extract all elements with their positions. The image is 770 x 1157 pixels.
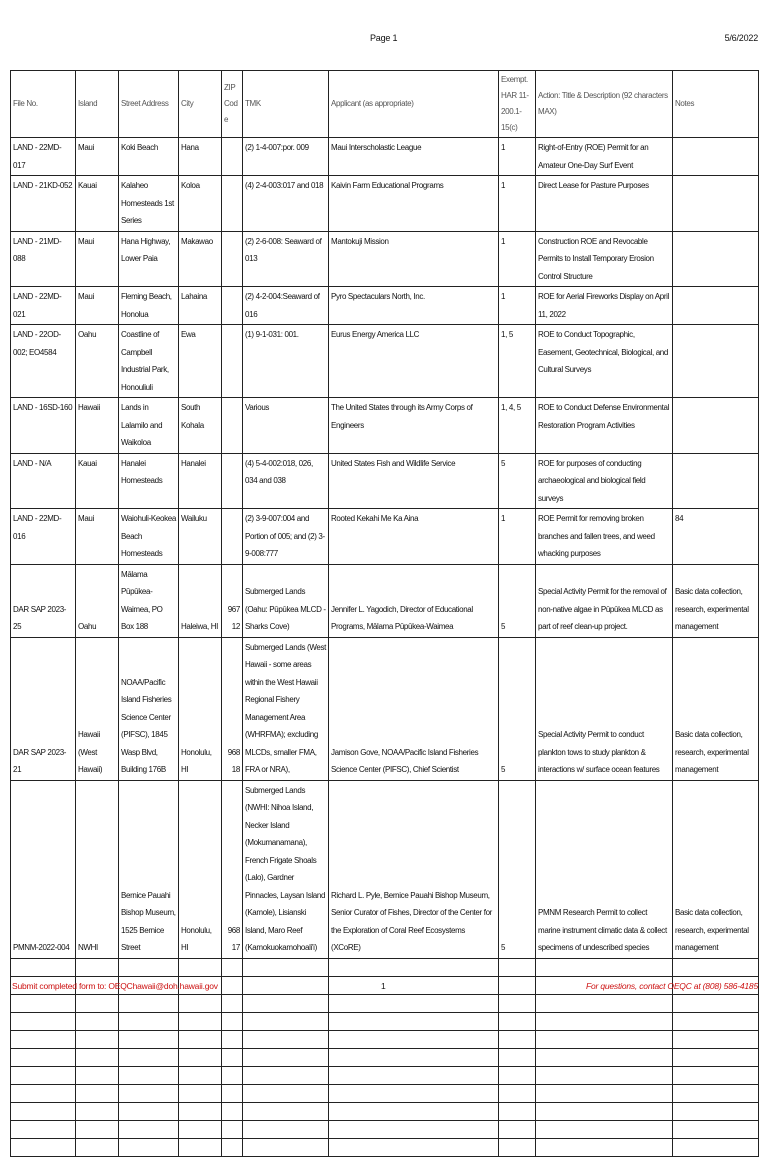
table-header-row — [11, 71, 759, 138]
table-cell: LAND - 22MD-021 — [11, 287, 76, 325]
header-cell: Street Address — [119, 71, 179, 138]
empty-cell — [673, 1120, 759, 1138]
table-cell — [222, 398, 243, 454]
table-cell — [222, 509, 243, 565]
empty-cell — [243, 958, 329, 976]
empty-cell — [243, 1066, 329, 1084]
empty-cell — [499, 1048, 536, 1066]
empty-cell — [119, 1012, 179, 1030]
table-cell: Submerged Lands (NWHI: Nihoa Island, Necker Island (Mokumanamana), French Frigate Shoals (Lalo), Gardner Pinnacles, Laysan Island (Kamole), Lisianski Island, Maro Reef (Kamokuokamohoali'i) — [243, 780, 329, 958]
empty-cell — [222, 976, 243, 994]
table-cell — [222, 176, 243, 232]
table-cell: Hanalei — [179, 453, 222, 509]
table-cell: 1 — [499, 509, 536, 565]
table-cell: LAND - 21MD-088 — [11, 231, 76, 287]
table-cell: Maui — [76, 231, 119, 287]
table-cell — [673, 287, 759, 325]
table-cell: Richard L. Pyle, Bernice Pauahi Bishop Museum, Senior Curator of Fishes, Director of the Center for the Exploration of Coral Reef Ecosystems (XCoRE) — [329, 780, 499, 958]
empty-cell — [673, 1048, 759, 1066]
table-cell: Jennifer L. Yagodich, Director of Educational Programs, Mālama Pūpūkea-Waimea — [329, 564, 499, 637]
empty-cell — [243, 1048, 329, 1066]
empty-cell — [243, 1138, 329, 1156]
empty-cell — [11, 1066, 76, 1084]
empty-cell — [329, 1138, 499, 1156]
empty-cell — [673, 958, 759, 976]
empty-cell — [179, 1138, 222, 1156]
contact-info: For questions, contact OEQC at (808) 586-4185 — [586, 981, 758, 991]
table-row — [11, 780, 759, 958]
empty-cell — [673, 1012, 759, 1030]
empty-row — [11, 1030, 759, 1048]
header-cell: Exempt. HAR 11-200.1-15(c) — [499, 71, 536, 138]
table-cell: DAR SAP 2023-21 — [11, 637, 76, 780]
empty-cell — [222, 1012, 243, 1030]
table-cell: 1 — [499, 138, 536, 176]
table-row — [11, 231, 759, 287]
permit-table — [10, 70, 759, 1157]
table-cell: LAND - N/A — [11, 453, 76, 509]
empty-cell — [536, 1012, 673, 1030]
table-row — [11, 453, 759, 509]
table-cell — [222, 287, 243, 325]
table-cell: NOAA/Pacific Island Fisheries Science Center (PIFSC), 1845 Wasp Blvd, Building 176B — [119, 637, 179, 780]
table-cell: Hawaii — [76, 398, 119, 454]
empty-row — [11, 1012, 759, 1030]
table-cell: Makawao — [179, 231, 222, 287]
table-cell — [222, 138, 243, 176]
empty-cell — [536, 1084, 673, 1102]
table-cell: The United States through its Army Corps of Engineers — [329, 398, 499, 454]
empty-cell — [11, 1030, 76, 1048]
table-cell: Honolulu, HI — [179, 637, 222, 780]
empty-row — [11, 958, 759, 976]
empty-cell — [499, 1120, 536, 1138]
table-cell: Jamison Gove, NOAA/Pacific Island Fisheries Science Center (PIFSC), Chief Scientist — [329, 637, 499, 780]
table-cell: PMNM Research Permit to collect marine instrument climatic data & collect specimens of undescribed species — [536, 780, 673, 958]
empty-cell — [499, 1030, 536, 1048]
table-cell: Koki Beach — [119, 138, 179, 176]
empty-cell — [11, 1138, 76, 1156]
empty-cell — [243, 1012, 329, 1030]
empty-cell — [329, 1084, 499, 1102]
empty-cell — [76, 958, 119, 976]
table-row — [11, 176, 759, 232]
empty-cell — [536, 994, 673, 1012]
header-cell: File No. — [11, 71, 76, 138]
table-cell: Pyro Spectaculars North, Inc. — [329, 287, 499, 325]
table-cell: Koloa — [179, 176, 222, 232]
empty-cell — [536, 1048, 673, 1066]
table-cell: Rooted Kekahi Me Ka Aina — [329, 509, 499, 565]
empty-cell — [119, 1066, 179, 1084]
empty-row — [11, 994, 759, 1012]
empty-cell — [11, 1120, 76, 1138]
empty-cell — [243, 976, 329, 994]
empty-cell — [76, 1138, 119, 1156]
empty-cell — [499, 976, 536, 994]
empty-cell — [329, 1048, 499, 1066]
empty-cell — [76, 994, 119, 1012]
empty-cell — [222, 1138, 243, 1156]
header-cell: Applicant (as appropriate) — [329, 71, 499, 138]
empty-cell — [11, 1102, 76, 1120]
table-cell: Waiohuli-Keokea Beach Homesteads — [119, 509, 179, 565]
submit-instructions: Submit completed form to: OEQChawaii@doh.hawaii.gov — [12, 981, 218, 991]
table-cell: Special Activity Permit to conduct plankton tows to study plankton & interactions w/ surface ocean features — [536, 637, 673, 780]
empty-cell — [673, 1102, 759, 1120]
table-cell: Wailuku — [179, 509, 222, 565]
table-cell: 5 — [499, 780, 536, 958]
empty-cell — [222, 1066, 243, 1084]
table-cell — [673, 176, 759, 232]
table-cell: South Kohala — [179, 398, 222, 454]
table-cell: Hana Highway, Lower Paia — [119, 231, 179, 287]
table-cell: (1) 9-1-031: 001. — [243, 325, 329, 398]
table-cell: Various — [243, 398, 329, 454]
table-cell: LAND - 22MD-016 — [11, 509, 76, 565]
table-cell: Kalaheo Homesteads 1st Series — [119, 176, 179, 232]
empty-cell — [329, 1102, 499, 1120]
table-cell: 5 — [499, 453, 536, 509]
empty-cell — [222, 1030, 243, 1048]
empty-cell — [536, 1066, 673, 1084]
table-cell: Oahu — [76, 564, 119, 637]
empty-cell — [536, 1030, 673, 1048]
table-cell: Special Activity Permit for the removal of non-native algae in Pūpūkea MLCD as part of reef clean-up project. — [536, 564, 673, 637]
empty-row — [11, 1120, 759, 1138]
table-cell: ROE for purposes of conducting archaeological and biological field surveys — [536, 453, 673, 509]
table-cell: 84 — [673, 509, 759, 565]
table-cell: Basic data collection, research, experimental management — [673, 637, 759, 780]
table-cell: Hawaii (West Hawaii) — [76, 637, 119, 780]
table-cell: PMNM-2022-004 — [11, 780, 76, 958]
empty-cell — [11, 1084, 76, 1102]
empty-cell — [222, 1120, 243, 1138]
table-cell — [673, 138, 759, 176]
empty-cell — [499, 1012, 536, 1030]
empty-cell — [76, 1066, 119, 1084]
empty-cell — [222, 1102, 243, 1120]
table-cell: (4) 5-4-002:018, 026, 034 and 038 — [243, 453, 329, 509]
empty-cell — [179, 1120, 222, 1138]
empty-cell — [119, 1138, 179, 1156]
empty-cell — [222, 994, 243, 1012]
table-cell: 1, 4, 5 — [499, 398, 536, 454]
empty-row — [11, 1102, 759, 1120]
table-cell: Oahu — [76, 325, 119, 398]
table-cell: Kaivin Farm Educational Programs — [329, 176, 499, 232]
empty-cell — [222, 958, 243, 976]
empty-cell — [119, 1084, 179, 1102]
table-cell — [222, 325, 243, 398]
empty-cell — [76, 1030, 119, 1048]
empty-cell — [673, 1066, 759, 1084]
empty-cell — [499, 958, 536, 976]
empty-cell — [329, 976, 499, 994]
empty-cell — [11, 1048, 76, 1066]
empty-cell — [673, 1138, 759, 1156]
empty-cell — [119, 1030, 179, 1048]
table-cell: Honolulu, HI — [179, 780, 222, 958]
table-cell: Maui — [76, 509, 119, 565]
empty-cell — [536, 1120, 673, 1138]
table-cell: (2) 2-6-008: Seaward of 013 — [243, 231, 329, 287]
table-cell: Basic data collection, research, experimental management — [673, 564, 759, 637]
empty-cell — [499, 1102, 536, 1120]
table-row — [11, 325, 759, 398]
table-cell: Maui Interscholastic League — [329, 138, 499, 176]
table-row — [11, 509, 759, 565]
table-cell: ROE Permit for removing broken branches and fallen trees, and weed whacking purposes — [536, 509, 673, 565]
table-cell: 1, 5 — [499, 325, 536, 398]
table-cell: ROE for Aerial Fireworks Display on April 11, 2022 — [536, 287, 673, 325]
header-cell: Island — [76, 71, 119, 138]
table-cell: 1 — [499, 176, 536, 232]
empty-cell — [673, 1030, 759, 1048]
header-cell: TMK — [243, 71, 329, 138]
table-row — [11, 564, 759, 637]
empty-cell — [673, 1084, 759, 1102]
table-cell: (2) 4-2-004:Seaward of 016 — [243, 287, 329, 325]
table-cell: Maui — [76, 138, 119, 176]
table-cell: Maui — [76, 287, 119, 325]
table-cell: Mantokuji Mission — [329, 231, 499, 287]
empty-cell — [76, 1048, 119, 1066]
empty-cell — [222, 1048, 243, 1066]
table-cell — [673, 231, 759, 287]
empty-cell — [119, 1120, 179, 1138]
empty-cell — [499, 994, 536, 1012]
empty-cell — [179, 1084, 222, 1102]
empty-cell — [499, 1084, 536, 1102]
table-cell: (2) 3-9-007:004 and Portion of 005; and (2) 3-9-008:777 — [243, 509, 329, 565]
empty-cell — [119, 1048, 179, 1066]
table-cell: LAND - 22OD-002; EO4584 — [11, 325, 76, 398]
empty-cell — [179, 1102, 222, 1120]
empty-cell — [499, 1066, 536, 1084]
table-cell: United States Fish and Wildlife Service — [329, 453, 499, 509]
table-row — [11, 138, 759, 176]
empty-cell — [222, 1084, 243, 1102]
table-cell: (4) 2-4-003:017 and 018 — [243, 176, 329, 232]
empty-cell — [119, 994, 179, 1012]
table-cell: 5 — [499, 564, 536, 637]
table-cell: Kauai — [76, 453, 119, 509]
table-cell: 1 — [499, 231, 536, 287]
table-cell: DAR SAP 2023-25 — [11, 564, 76, 637]
table-cell: LAND - 22MD-017 — [11, 138, 76, 176]
table-cell: ROE to Conduct Defense Environmental Restoration Program Activities — [536, 398, 673, 454]
empty-cell — [243, 1084, 329, 1102]
table-cell: 96817 — [222, 780, 243, 958]
header-cell: Notes — [673, 71, 759, 138]
table-cell: 96712 — [222, 564, 243, 637]
empty-cell — [76, 1120, 119, 1138]
table-row — [11, 287, 759, 325]
table-cell: ROE to Conduct Topographic, Easement, Geotechnical, Biological, and Cultural Surveys — [536, 325, 673, 398]
table-row — [11, 637, 759, 780]
table-cell — [673, 325, 759, 398]
empty-cell — [179, 994, 222, 1012]
empty-cell — [119, 958, 179, 976]
empty-cell — [243, 1120, 329, 1138]
empty-row — [11, 1048, 759, 1066]
empty-cell — [179, 1048, 222, 1066]
table-cell: Direct Lease for Pasture Purposes — [536, 176, 673, 232]
empty-cell — [536, 958, 673, 976]
table-cell: Kauai — [76, 176, 119, 232]
table-cell: (2) 1-4-007:por. 009 — [243, 138, 329, 176]
table-cell — [222, 231, 243, 287]
empty-cell — [673, 994, 759, 1012]
empty-cell — [11, 994, 76, 1012]
empty-cell — [536, 1138, 673, 1156]
empty-cell — [179, 1012, 222, 1030]
table-cell: Haleiwa, HI — [179, 564, 222, 637]
table-cell: Submerged Lands (Oahu: Pūpūkea MLCD - Sharks Cove) — [243, 564, 329, 637]
empty-cell — [243, 1102, 329, 1120]
table-row — [11, 398, 759, 454]
empty-cell — [329, 1030, 499, 1048]
table-cell: LAND - 16SD-160 — [11, 398, 76, 454]
header-cell: Action: Title & Description (92 characters MAX) — [536, 71, 673, 138]
empty-cell — [243, 1030, 329, 1048]
empty-cell — [76, 1102, 119, 1120]
empty-cell — [11, 1012, 76, 1030]
page-title: Page 1 — [370, 33, 398, 43]
empty-cell — [76, 1012, 119, 1030]
empty-cell — [329, 1120, 499, 1138]
empty-cell — [11, 958, 76, 976]
empty-cell — [179, 958, 222, 976]
table-cell: Mālama Pūpūkea-Waimea, PO Box 188 — [119, 564, 179, 637]
empty-row — [11, 1084, 759, 1102]
table-cell: NWHI — [76, 780, 119, 958]
table-cell: Submerged Lands (West Hawaii - some areas within the West Hawaii Regional Fishery Management Area (WHRFMA); excluding MLCDs, smaller FMA, FRA or NRA), — [243, 637, 329, 780]
empty-cell — [329, 958, 499, 976]
header-cell: ZIP Code — [222, 71, 243, 138]
table-cell — [673, 398, 759, 454]
empty-cell — [119, 1102, 179, 1120]
empty-cell — [329, 1066, 499, 1084]
empty-cell — [243, 994, 329, 1012]
table-cell: LAND - 21KD-052 — [11, 176, 76, 232]
empty-cell — [329, 994, 499, 1012]
table-cell: 1 — [499, 287, 536, 325]
empty-cell — [499, 1138, 536, 1156]
empty-cell — [179, 1030, 222, 1048]
header-cell: City — [179, 71, 222, 138]
table-cell: Construction ROE and Revocable Permits to Install Temporary Erosion Control Structure — [536, 231, 673, 287]
table-cell: Lands in Lalamilo and Waikoloa — [119, 398, 179, 454]
table-cell — [673, 453, 759, 509]
table-cell: Right-of-Entry (ROE) Permit for an Amateur One-Day Surf Event — [536, 138, 673, 176]
table-cell: Basic data collection, research, experimental management — [673, 780, 759, 958]
table-cell: Eurus Energy America LLC — [329, 325, 499, 398]
empty-row — [11, 1138, 759, 1156]
empty-cell — [76, 1084, 119, 1102]
empty-cell — [536, 1102, 673, 1120]
table-cell: Hana — [179, 138, 222, 176]
table-cell: Ewa — [179, 325, 222, 398]
table-cell: Bernice Pauahi Bishop Museum, 1525 Bernice Street — [119, 780, 179, 958]
table-cell: Lahaina — [179, 287, 222, 325]
empty-cell — [329, 1012, 499, 1030]
table-cell: 96818 — [222, 637, 243, 780]
table-cell: Hanalei Homesteads — [119, 453, 179, 509]
table-cell: 5 — [499, 637, 536, 780]
empty-cell — [179, 1066, 222, 1084]
page-date: 5/6/2022 — [724, 33, 758, 43]
table-cell: Fleming Beach, Honolua — [119, 287, 179, 325]
table-cell: Coastline of Campbell Industrial Park, Honouliuli — [119, 325, 179, 398]
page-number: 1 — [381, 981, 386, 991]
empty-row — [11, 1066, 759, 1084]
table-cell — [222, 453, 243, 509]
